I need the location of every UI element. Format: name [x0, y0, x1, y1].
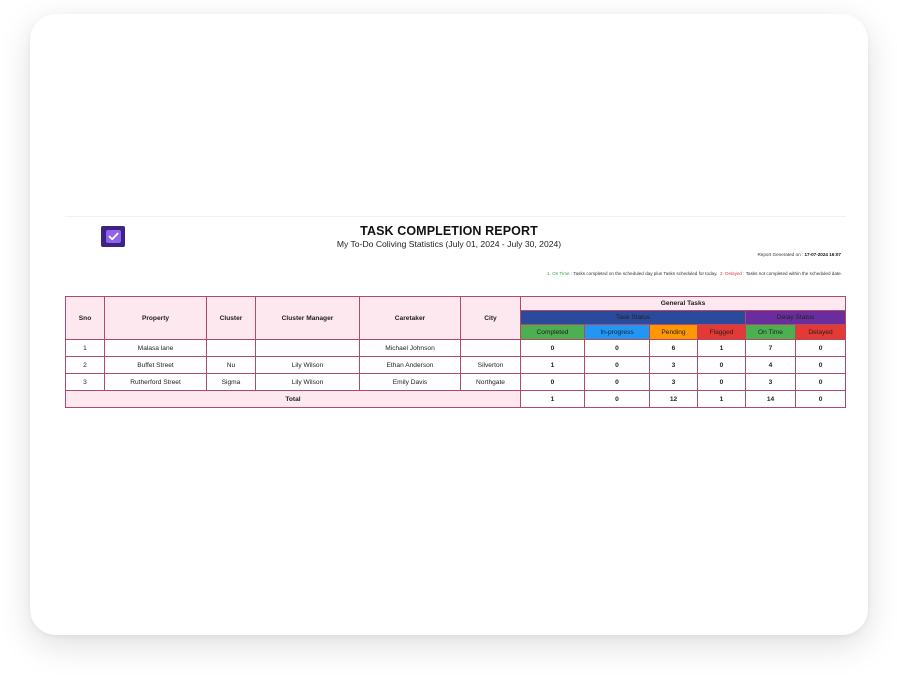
total-label: Total	[66, 391, 521, 408]
header-in-progress: In-progress	[585, 325, 650, 340]
header-completed: Completed	[521, 325, 585, 340]
cell-city	[461, 340, 521, 357]
cell-city: Silverton	[461, 357, 521, 374]
cell-on-time: 3	[746, 374, 796, 391]
legend-delayed-text: Tasks not completed within the scheduled date.	[744, 271, 842, 276]
cell-in-progress: 0	[585, 357, 650, 374]
header-task-status: Task Status	[521, 311, 746, 325]
header-caretaker: Caretaker	[360, 297, 461, 340]
cell-flagged: 0	[698, 357, 746, 374]
cell-cluster-manager	[256, 340, 360, 357]
header-flagged: Flagged	[698, 325, 746, 340]
report-subtitle: My To-Do Coliving Statistics (July 01, 2024 - July 30, 2024)	[336, 239, 562, 249]
cell-sno: 2	[66, 357, 105, 374]
total-row	[66, 391, 846, 408]
report-generated	[757, 252, 841, 257]
legend-delayed-key: 2. Delayed :	[720, 271, 745, 276]
cell-cluster: Nu	[207, 357, 256, 374]
header-delayed: Delayed	[796, 325, 846, 340]
header-sno: Sno	[66, 297, 105, 340]
legend-on-time-key: 1. On Time :	[547, 271, 573, 276]
header-property: Property	[105, 297, 207, 340]
report-title: TASK COMPLETION REPORT	[360, 224, 538, 238]
cell-delayed: 0	[796, 357, 846, 374]
task-report-table	[65, 296, 846, 408]
cell-cluster: Sigma	[207, 374, 256, 391]
cell-in-progress: 0	[585, 340, 650, 357]
cell-caretaker: Michael Johnson	[360, 340, 461, 357]
cell-cluster-manager: Lily Wilson	[256, 374, 360, 391]
cell-on-time: 7	[746, 340, 796, 357]
header-divider	[65, 216, 846, 217]
total-on-time: 14	[746, 391, 796, 408]
cell-pending: 6	[650, 340, 698, 357]
cell-flagged: 0	[698, 374, 746, 391]
cell-on-time: 4	[746, 357, 796, 374]
header-cluster: Cluster	[207, 297, 256, 340]
cell-in-progress: 0	[585, 374, 650, 391]
cell-caretaker: Emily Davis	[360, 374, 461, 391]
cell-sno: 1	[66, 340, 105, 357]
total-delayed: 0	[796, 391, 846, 408]
total-pending: 12	[650, 391, 698, 408]
cell-city: Northgate	[461, 374, 521, 391]
total-flagged: 1	[698, 391, 746, 408]
cell-flagged: 1	[698, 340, 746, 357]
table-row	[66, 340, 846, 357]
cell-property: Rutherford Street	[105, 374, 207, 391]
total-completed: 1	[521, 391, 585, 408]
cell-completed: 0	[521, 340, 585, 357]
cell-property: Malasa lane	[105, 340, 207, 357]
header-on-time: On Time	[746, 325, 796, 340]
header-pending: Pending	[650, 325, 698, 340]
cell-caretaker: Ethan Anderson	[360, 357, 461, 374]
table-row	[66, 357, 846, 374]
generated-value: 17-07-2024 16:07	[804, 252, 841, 257]
header-general-tasks: General Tasks	[521, 297, 846, 311]
table-row	[66, 374, 846, 391]
cell-delayed: 0	[796, 374, 846, 391]
cell-cluster-manager: Lily Wilson	[256, 357, 360, 374]
status-legend	[547, 271, 842, 276]
cell-cluster	[207, 340, 256, 357]
cell-pending: 3	[650, 357, 698, 374]
cell-completed: 0	[521, 374, 585, 391]
report-card	[30, 14, 868, 635]
cell-pending: 3	[650, 374, 698, 391]
header-delay-status: Delay Status	[746, 311, 846, 325]
cell-property: Buffet Street	[105, 357, 207, 374]
header-cluster-manager: Cluster Manager	[256, 297, 360, 340]
generated-label: Report Generated on :	[757, 252, 805, 257]
cell-completed: 1	[521, 357, 585, 374]
total-in-progress: 0	[585, 391, 650, 408]
header-city: City	[461, 297, 521, 340]
legend-on-time-text: Tasks completed on the scheduled day plus Tasks scheduled for today.	[572, 271, 718, 276]
cell-sno: 3	[66, 374, 105, 391]
cell-delayed: 0	[796, 340, 846, 357]
